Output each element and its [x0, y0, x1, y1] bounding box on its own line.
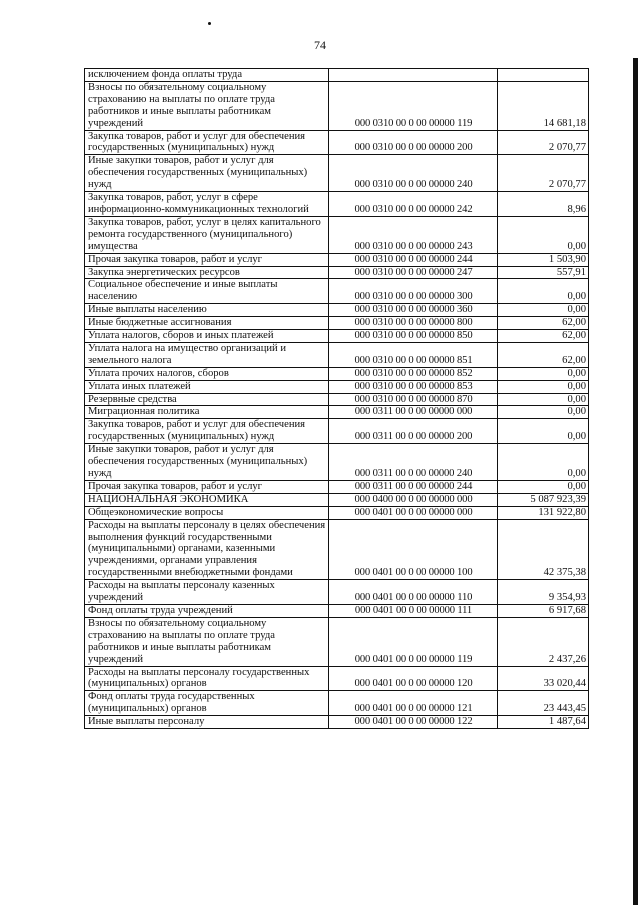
row-code-cell: 000 0311 00 0 00 00000 200 [329, 419, 498, 444]
row-code-cell: 000 0310 00 0 00 00000 244 [329, 253, 498, 266]
row-name-cell: Социальное обеспечение и иные выплаты населению [85, 279, 329, 304]
table-row [85, 493, 589, 506]
row-name-cell: Уплата прочих налогов, сборов [85, 367, 329, 380]
row-amount-cell: 131 922,80 [498, 506, 589, 519]
row-code-cell: 000 0310 00 0 00 00000 870 [329, 393, 498, 406]
row-name-cell: Иные выплаты населению [85, 304, 329, 317]
row-code-cell: 000 0401 00 0 00 00000 000 [329, 506, 498, 519]
row-name-cell: НАЦИОНАЛЬНАЯ ЭКОНОМИКА [85, 493, 329, 506]
row-amount-cell: 0,00 [498, 444, 589, 481]
row-amount-cell: 23 443,45 [498, 691, 589, 716]
table-row [85, 580, 589, 605]
row-name-cell: Иные бюджетные ассигнования [85, 317, 329, 330]
table-row [85, 330, 589, 343]
row-name-cell: Иные выплаты персоналу [85, 716, 329, 729]
row-amount-cell: 0,00 [498, 419, 589, 444]
scan-speck [208, 22, 211, 25]
table-row [85, 155, 589, 192]
table-row [85, 69, 589, 82]
table-row [85, 367, 589, 380]
row-amount-cell: 1 487,64 [498, 716, 589, 729]
scan-edge-shadow [633, 58, 638, 905]
row-amount-cell: 0,00 [498, 393, 589, 406]
row-amount-cell: 0,00 [498, 279, 589, 304]
budget-table [84, 68, 589, 729]
table-row [85, 253, 589, 266]
row-amount-cell: 0,00 [498, 406, 589, 419]
row-amount-cell: 1 503,90 [498, 253, 589, 266]
row-amount-cell: 557,91 [498, 266, 589, 279]
row-amount-cell: 0,00 [498, 480, 589, 493]
table-row [85, 317, 589, 330]
row-name-cell: Иные закупки товаров, работ и услуг для обеспечения государственных (муниципальных) нужд [85, 444, 329, 481]
row-code-cell: 000 0310 00 0 00 00000 240 [329, 155, 498, 192]
row-amount-cell: 0,00 [498, 367, 589, 380]
row-code-cell: 000 0401 00 0 00 00000 122 [329, 716, 498, 729]
row-name-cell: Взносы по обязательному социальному страхованию на выплаты по оплате труда работников и иные выплаты работникам учреждений [85, 81, 329, 130]
table-row [85, 506, 589, 519]
row-code-cell: 000 0401 00 0 00 00000 121 [329, 691, 498, 716]
table-row [85, 480, 589, 493]
row-code-cell: 000 0310 00 0 00 00000 200 [329, 130, 498, 155]
row-amount-cell: 0,00 [498, 304, 589, 317]
row-amount-cell: 62,00 [498, 342, 589, 367]
row-code-cell: 000 0310 00 0 00 00000 852 [329, 367, 498, 380]
row-amount-cell: 2 070,77 [498, 155, 589, 192]
row-code-cell: 000 0310 00 0 00 00000 119 [329, 81, 498, 130]
table-row [85, 716, 589, 729]
row-amount-cell: 2 437,26 [498, 617, 589, 666]
row-code-cell: 000 0310 00 0 00 00000 247 [329, 266, 498, 279]
row-code-cell: 000 0310 00 0 00 00000 853 [329, 380, 498, 393]
row-code-cell: 000 0310 00 0 00 00000 851 [329, 342, 498, 367]
table-row [85, 617, 589, 666]
row-name-cell: Уплата налога на имущество организаций и земельного налога [85, 342, 329, 367]
table-row [85, 419, 589, 444]
row-name-cell: Прочая закупка товаров, работ и услуг [85, 253, 329, 266]
row-code-cell: 000 0310 00 0 00 00000 360 [329, 304, 498, 317]
row-code-cell: 000 0311 00 0 00 00000 244 [329, 480, 498, 493]
table-row [85, 130, 589, 155]
row-code-cell: 000 0401 00 0 00 00000 111 [329, 604, 498, 617]
row-name-cell: Закупка товаров, работ, услуг в целях капитального ремонта государственного (муниципального) имущества [85, 216, 329, 253]
row-name-cell: Общеэкономические вопросы [85, 506, 329, 519]
row-code-cell: 000 0401 00 0 00 00000 120 [329, 666, 498, 691]
row-code-cell: 000 0401 00 0 00 00000 100 [329, 519, 498, 580]
row-name-cell: Взносы по обязательному социальному страхованию на выплаты по оплате труда работников и иные выплаты работникам учреждений [85, 617, 329, 666]
row-code-cell: 000 0401 00 0 00 00000 119 [329, 617, 498, 666]
row-code-cell: 000 0310 00 0 00 00000 243 [329, 216, 498, 253]
table-row [85, 691, 589, 716]
table-row [85, 519, 589, 580]
row-amount-cell: 33 020,44 [498, 666, 589, 691]
row-amount-cell: 8,96 [498, 192, 589, 217]
table-row [85, 393, 589, 406]
row-name-cell: Иные закупки товаров, работ и услуг для обеспечения государственных (муниципальных) нужд [85, 155, 329, 192]
row-name-cell: Расходы на выплаты персоналу государственных (муниципальных) органов [85, 666, 329, 691]
row-name-cell: Миграционная политика [85, 406, 329, 419]
row-code-cell: 000 0310 00 0 00 00000 850 [329, 330, 498, 343]
row-name-cell: исключением фонда оплаты труда [85, 69, 329, 82]
row-name-cell: Фонд оплаты труда государственных (муниципальных) органов [85, 691, 329, 716]
row-amount-cell: 62,00 [498, 317, 589, 330]
row-name-cell: Резервные средства [85, 393, 329, 406]
row-code-cell: 000 0310 00 0 00 00000 242 [329, 192, 498, 217]
table-row [85, 216, 589, 253]
page-number: 74 [314, 38, 326, 52]
row-code-cell: 000 0310 00 0 00 00000 300 [329, 279, 498, 304]
table-row [85, 406, 589, 419]
table-row [85, 604, 589, 617]
table-row [85, 81, 589, 130]
row-code-cell: 000 0401 00 0 00 00000 110 [329, 580, 498, 605]
row-code-cell: 000 0310 00 0 00 00000 800 [329, 317, 498, 330]
row-name-cell: Закупка товаров, работ, услуг в сфере информационно-коммуникационных технологий [85, 192, 329, 217]
row-name-cell: Уплата налогов, сборов и иных платежей [85, 330, 329, 343]
row-name-cell: Уплата иных платежей [85, 380, 329, 393]
row-amount-cell: 42 375,38 [498, 519, 589, 580]
table-row [85, 444, 589, 481]
row-code-cell: 000 0311 00 0 00 00000 000 [329, 406, 498, 419]
table-row [85, 304, 589, 317]
table-row [85, 342, 589, 367]
table-row [85, 192, 589, 217]
budget-table-body [85, 69, 589, 729]
table-row [85, 666, 589, 691]
row-amount-cell: 14 681,18 [498, 81, 589, 130]
row-code-cell [329, 69, 498, 82]
row-code-cell: 000 0400 00 0 00 00000 000 [329, 493, 498, 506]
row-name-cell: Закупка энергетических ресурсов [85, 266, 329, 279]
row-amount-cell: 0,00 [498, 380, 589, 393]
row-amount-cell: 62,00 [498, 330, 589, 343]
row-name-cell: Расходы на выплаты персоналу в целях обеспечения выполнения функций государственными (муниципальными) органами, казенными учреждениями, органами управления государственными внебюджетными фондами [85, 519, 329, 580]
row-name-cell: Закупка товаров, работ и услуг для обеспечения государственных (муниципальных) нужд [85, 419, 329, 444]
row-name-cell: Расходы на выплаты персоналу казенных учреждений [85, 580, 329, 605]
row-amount-cell: 0,00 [498, 216, 589, 253]
table-row [85, 266, 589, 279]
row-amount-cell: 6 917,68 [498, 604, 589, 617]
row-code-cell: 000 0311 00 0 00 00000 240 [329, 444, 498, 481]
table-row [85, 380, 589, 393]
row-amount-cell: 9 354,93 [498, 580, 589, 605]
row-name-cell: Фонд оплаты труда учреждений [85, 604, 329, 617]
row-amount-cell: 2 070,77 [498, 130, 589, 155]
row-name-cell: Прочая закупка товаров, работ и услуг [85, 480, 329, 493]
table-row [85, 279, 589, 304]
row-amount-cell [498, 69, 589, 82]
row-name-cell: Закупка товаров, работ и услуг для обеспечения государственных (муниципальных) нужд [85, 130, 329, 155]
row-amount-cell: 5 087 923,39 [498, 493, 589, 506]
